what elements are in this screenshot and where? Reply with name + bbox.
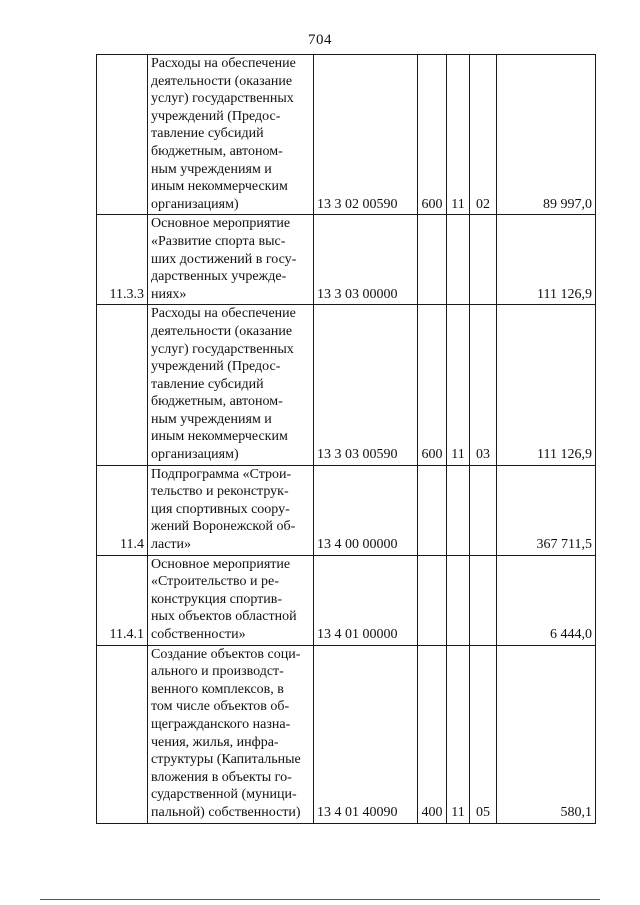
amount: 89 997,0 xyxy=(497,55,596,215)
row-number: 11.3.3 xyxy=(97,215,148,305)
subsection-code: 02 xyxy=(470,55,497,215)
table-row xyxy=(97,305,596,465)
budget-table xyxy=(96,54,596,824)
subsection-code xyxy=(470,555,497,645)
subsection-code xyxy=(470,465,497,555)
target-article-code: 13 3 03 00000 xyxy=(314,215,418,305)
bottom-rule xyxy=(40,899,600,900)
expense-type-code xyxy=(418,215,447,305)
page-number: 704 xyxy=(308,32,332,48)
section-code xyxy=(447,555,470,645)
section-code: 11 xyxy=(447,55,470,215)
row-name: Основное мероприятие «Развитие спорта выс- ших достижений в госу- дарственных учрежде- ниях» xyxy=(148,215,314,305)
amount: 580,1 xyxy=(497,645,596,823)
row-name: Расходы на обеспечение деятельности (оказание услуг) государственных учреждений (Предос- тавление субсидий бюджетным, автоном- ным учреждениям и иным некоммерческим организациям) xyxy=(148,305,314,465)
subsection-code: 03 xyxy=(470,305,497,465)
target-article-code: 13 4 01 40090 xyxy=(314,645,418,823)
subsection-code: 05 xyxy=(470,645,497,823)
table-row xyxy=(97,645,596,823)
section-code xyxy=(447,465,470,555)
row-number xyxy=(97,55,148,215)
target-article-code: 13 4 01 00000 xyxy=(314,555,418,645)
row-name: Основное мероприятие «Строительство и ре- конструкция спортив- ных объектов областной собственности» xyxy=(148,555,314,645)
target-article-code: 13 3 03 00590 xyxy=(314,305,418,465)
target-article-code: 13 4 00 00000 xyxy=(314,465,418,555)
amount: 111 126,9 xyxy=(497,305,596,465)
row-name: Создание объектов соци- ального и производст- венного комплексов, в том числе объектов об- щегражданского назна- чения, жилья, инфра- структуры (Капитальные вложения в объекты го- сударственной (муници- пальной) собственности) xyxy=(148,645,314,823)
amount: 6 444,0 xyxy=(497,555,596,645)
row-number: 11.4.1 xyxy=(97,555,148,645)
table-body xyxy=(97,55,596,824)
subsection-code xyxy=(470,215,497,305)
table-row xyxy=(97,465,596,555)
expense-type-code xyxy=(418,465,447,555)
section-code: 11 xyxy=(447,645,470,823)
row-number xyxy=(97,645,148,823)
row-number xyxy=(97,305,148,465)
amount: 111 126,9 xyxy=(497,215,596,305)
target-article-code: 13 3 02 00590 xyxy=(314,55,418,215)
amount: 367 711,5 xyxy=(497,465,596,555)
expense-type-code: 600 xyxy=(418,55,447,215)
expense-type-code xyxy=(418,555,447,645)
row-number: 11.4 xyxy=(97,465,148,555)
section-code xyxy=(447,215,470,305)
expense-type-code: 400 xyxy=(418,645,447,823)
section-code: 11 xyxy=(447,305,470,465)
table-row xyxy=(97,215,596,305)
table-row xyxy=(97,555,596,645)
expense-type-code: 600 xyxy=(418,305,447,465)
table-row xyxy=(97,55,596,215)
row-name: Подпрограмма «Строи- тельство и реконструк- ция спортивных соору- жений Воронежской об- ласти» xyxy=(148,465,314,555)
row-name: Расходы на обеспечение деятельности (оказание услуг) государственных учреждений (Предос- тавление субсидий бюджетным, автоном- ным учреждениям и иным некоммерческим организациям) xyxy=(148,55,314,215)
